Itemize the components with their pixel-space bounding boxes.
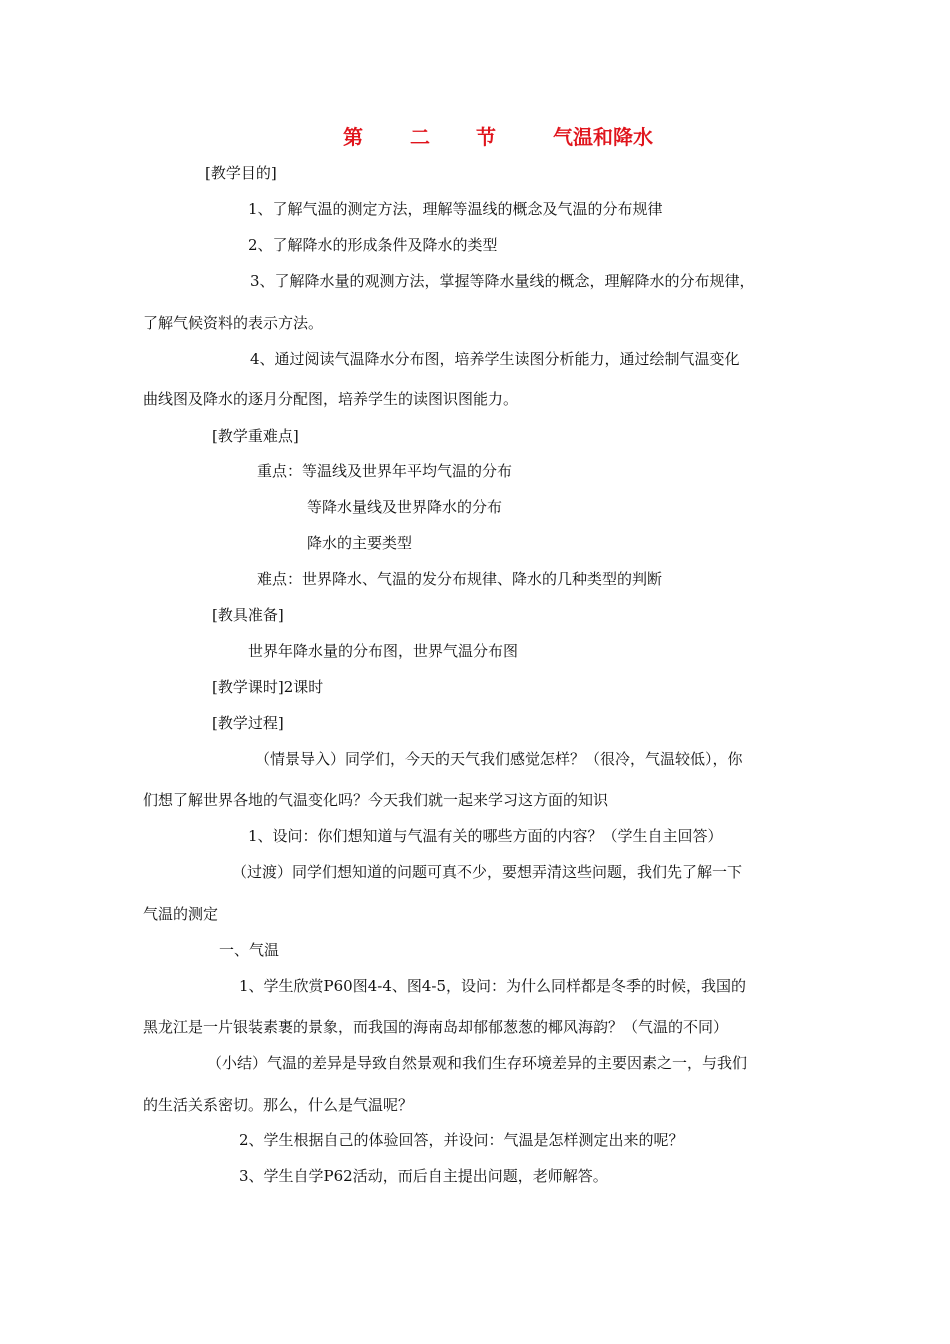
step-2: 2、学生根据自己的体验回答，并设问：气温是怎样测定出来的呢？ xyxy=(239,1131,684,1149)
objective-3-line-2: 了解气候资料的表示方法。 xyxy=(143,314,324,332)
objective-4-line-2: 曲线图及降水的逐月分配图，培养学生的读图识图能力。 xyxy=(143,390,519,408)
transition-line-2: 气温的测定 xyxy=(143,905,219,923)
part-one-heading: 一、气温 xyxy=(219,941,280,959)
step-1-line-2: 黑龙江是一片银装素裹的景象，而我国的海南岛却郁郁葱葱的椰风海韵？（气温的不同） xyxy=(143,1018,729,1036)
step-3: 3、学生自学P62活动，而后自主提出问题，老师解答。 xyxy=(239,1167,608,1185)
intro-line-1: （情景导入）同学们，今天的天气我们感觉怎样？（很冷，气温较低），你 xyxy=(255,750,743,768)
objective-3-line-1: 3、了解降水量的观测方法，掌握等降水量线的概念，理解降水的分布规律， xyxy=(250,272,755,290)
summary-line-1: （小结）气温的差异是导致自然景观和我们生存环境差异的主要因素之一，与我们 xyxy=(207,1054,748,1072)
tools-text: 世界年降水量的分布图，世界气温分布图 xyxy=(248,642,519,660)
objective-2: 2、了解降水的形成条件及降水的类型 xyxy=(248,236,498,254)
question-1: 1、设问：你们想知道与气温有关的哪些方面的内容？（学生自主回答） xyxy=(248,827,723,845)
objective-1: 1、了解气温的测定方法，理解等温线的概念及气温的分布规律 xyxy=(248,200,663,218)
page-title xyxy=(343,124,653,150)
step-1-line-1: 1、学生欣赏P60图4-4、图4-5，设问：为什么同样都是冬季的时候，我国的 xyxy=(239,977,747,995)
process-heading: [教学过程] xyxy=(212,714,284,732)
keypoints-heading: [教学重难点] xyxy=(212,427,299,445)
hours-text: [教学课时]2课时 xyxy=(212,678,324,696)
tools-heading: [教具准备] xyxy=(212,606,284,624)
title-part-3: 节 xyxy=(476,125,496,149)
summary-line-2: 的生活关系密切。那么，什么是气温呢？ xyxy=(143,1096,414,1114)
objectives-heading: [教学目的] xyxy=(205,164,277,182)
difficulty: 难点：世界降水、气温的发分布规律、降水的几种类型的判断 xyxy=(257,570,663,588)
objective-4-line-1: 4、通过阅读气温降水分布图，培养学生读图分析能力，通过绘制气温变化 xyxy=(250,350,740,368)
keypoint-1: 重点：等温线及世界年平均气温的分布 xyxy=(257,462,513,480)
keypoint-3: 降水的主要类型 xyxy=(307,534,413,552)
keypoint-2: 等降水量线及世界降水的分布 xyxy=(307,498,503,516)
title-part-1: 第 xyxy=(343,125,363,149)
title-part-2: 二 xyxy=(410,125,430,149)
transition-line-1: （过渡）同学们想知道的问题可真不少，要想弄清这些问题，我们先了解一下 xyxy=(232,863,743,881)
intro-line-2: 们想了解世界各地的气温变化吗？今天我们就一起来学习这方面的知识 xyxy=(143,791,609,809)
title-part-4: 气温和降水 xyxy=(553,125,653,149)
